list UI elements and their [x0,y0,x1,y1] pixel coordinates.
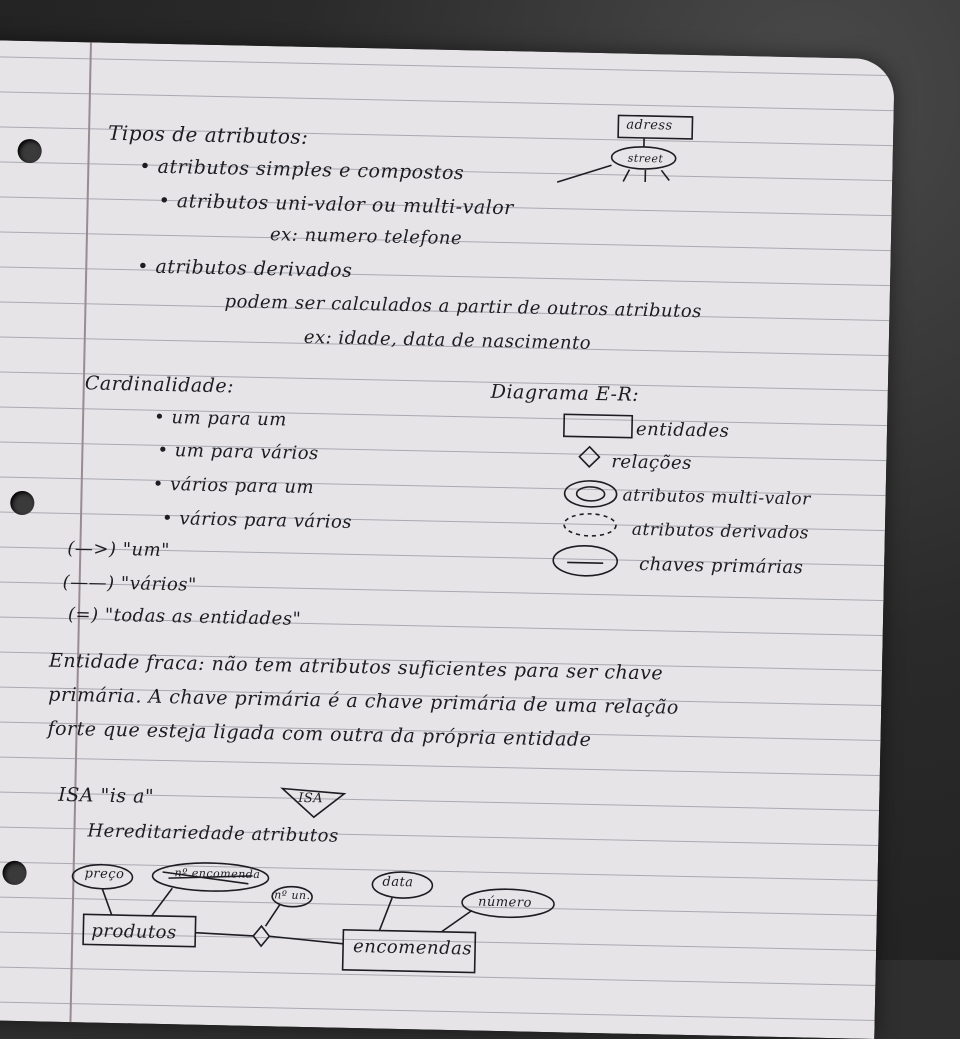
cardinality-double-all: (=) "todas as entidades" [68,604,302,630]
sketch-line [195,933,253,936]
sketch-numero-encomenda: nº encomenda [174,866,260,881]
legend-multi-ellipse-inner [576,487,604,502]
sketch-line [269,936,343,944]
sketch-street-label: street [628,152,664,166]
cardinality-line-many: (——) "vários" [62,572,197,596]
sketch-line [441,910,471,933]
sketch-encomendas-box [343,930,476,973]
sketch-line [152,888,173,916]
cardinality-item: • um para vários [157,440,319,464]
sketch-line [623,170,629,182]
sketch-line [379,898,392,931]
diagram-multi: atributos multi-valor [622,486,811,510]
cardinality-heading: Cardinalidade: [85,372,235,397]
weak-entity-line2: primária. A chave primária é a chave primária de uma relação [48,684,679,719]
legend-derived-ellipse [564,513,616,536]
sketch-line [266,904,280,926]
legend-primary-underline [567,562,603,563]
sketch-produtos: produtos [91,921,177,944]
diagram-primary: chaves primárias [639,554,804,578]
attributes-simple: • atributos simples e compostos [139,155,464,184]
cardinality-arrow-one: (—>) "um" [67,538,170,561]
attributes-derived-example: ex: idade, data de nascimento [304,327,592,354]
sketch-line [102,889,113,915]
sketch-street-ellipse [611,146,675,169]
sketch-preco-ellipse [72,864,132,889]
sketch-preco: preço [84,866,124,882]
legend-primary-ellipse [553,545,618,576]
sketch-numero: número [478,895,532,911]
diagram-relations: relações [611,451,692,474]
cardinality-item: • vários para vários [162,508,352,533]
sketch-adress-box [618,115,692,139]
diagram-derived: atributos derivados [632,520,810,544]
sketch-data: data [382,875,413,891]
sketch-relation-diamond [253,926,269,946]
attributes-single-example: ex: numero telefone [270,224,463,249]
cardinality-item: • um para um [154,407,287,431]
isa-inheritance: Hereditariedade atributos [87,820,339,846]
diagram-entities: entidades [636,419,730,442]
sketch-line [661,170,669,180]
sketch-line [557,164,611,183]
isa-triangle-label: ISA [298,791,323,807]
notebook-page [0,40,895,1039]
sketch-numero-ellipse [462,888,555,918]
diagram-heading: Diagrama E-R: [491,381,640,406]
cardinality-item: • vários para um [153,474,315,498]
weak-entity-line3: forte que esteja ligada com outra da própria entidade [47,718,591,751]
isa-heading: ISA "is a" [58,784,154,808]
legend-relation-diamond [579,447,599,467]
sketch-encomendas: encomendas [353,936,472,959]
sketch-nun-ellipse [272,886,312,907]
sketch-produtos-box [83,914,196,946]
weak-entity-line1: Entidade fraca: não tem atributos suficientes para ser chave [49,650,664,685]
attributes-single-multi: • atributos uni-valor ou multi-valor [158,190,514,219]
sketch-shapes [0,40,895,1039]
sketch-adress-label: adress [626,118,673,134]
legend-multi-ellipse-outer [564,480,617,507]
sketch-nun: nº un. [274,888,311,902]
attributes-heading: Tipos de atributos: [108,121,309,149]
legend-entity-rect [564,414,632,437]
attributes-derived: • atributos derivados [137,255,353,282]
attributes-derived-desc: podem ser calculados a partir de outros atributos [224,291,702,322]
isa-triangle [282,788,345,817]
sketch-data-ellipse [372,871,433,898]
